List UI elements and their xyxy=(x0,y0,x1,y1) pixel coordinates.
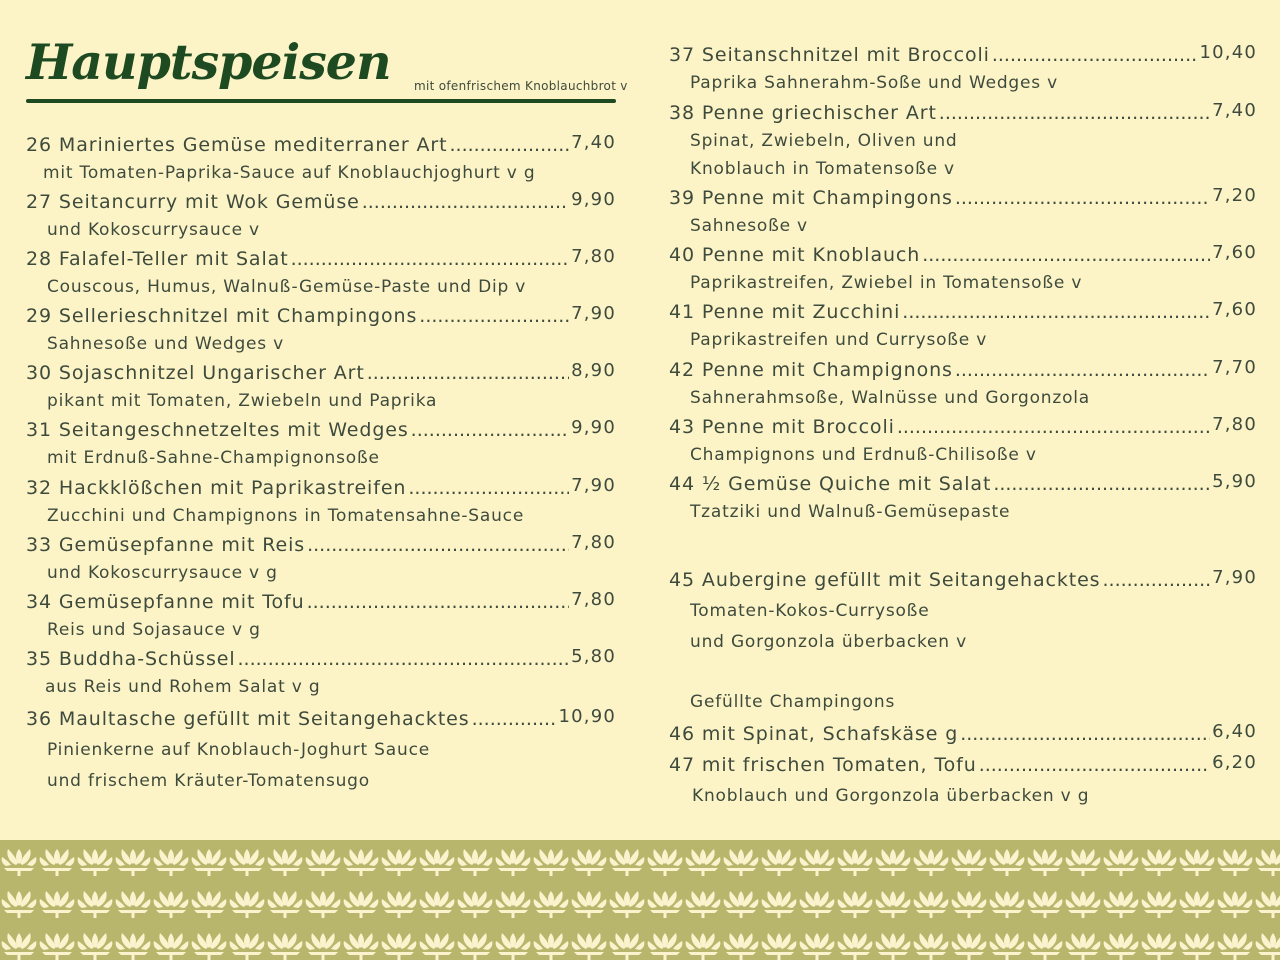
item-description: und Gorgonzola überbacken v xyxy=(690,632,967,652)
item-name: 39 Penne mit Champingons xyxy=(669,187,953,209)
menu-item xyxy=(26,474,616,530)
item-price: 7,90 xyxy=(571,475,616,496)
leader-dots xyxy=(472,705,557,733)
item-name: 40 Penne mit Knoblauch xyxy=(669,244,921,266)
item-price: 7,60 xyxy=(1212,242,1257,263)
leader-dots xyxy=(367,359,569,387)
item-description: pikant mit Tomaten, Zwiebeln und Paprika xyxy=(47,391,438,411)
leader-dots xyxy=(960,720,1210,748)
item-name: 44 ½ Gemüse Quiche mit Salat xyxy=(669,473,992,495)
item-description: und Kokoscurrysauce v g xyxy=(47,563,278,583)
item-description: aus Reis und Rohem Salat v g xyxy=(45,677,321,697)
menu-item xyxy=(26,588,616,644)
item-price: 5,90 xyxy=(1212,471,1257,492)
item-name: 31 Seitangeschnetzeltes mit Wedges xyxy=(26,419,409,441)
item-description: Couscous, Humus, Walnuß-Gemüse-Paste und Dip v xyxy=(47,277,527,297)
item-name: 47 mit frischen Tomaten, Tofu xyxy=(669,754,977,776)
item-name: 28 Falafel-Teller mit Salat xyxy=(26,248,289,270)
menu-item xyxy=(26,245,616,301)
leader-dots xyxy=(238,645,570,673)
leader-dots xyxy=(993,470,1210,498)
item-description: mit Tomaten-Paprika-Sauce auf Knoblauchjoghurt v g xyxy=(43,163,536,183)
item-price: 9,90 xyxy=(571,189,616,210)
menu-item xyxy=(26,188,616,244)
item-description: mit Erdnuß-Sahne-Champignonsoße xyxy=(47,448,380,468)
leader-dots xyxy=(291,245,570,273)
item-description: Spinat, Zwiebeln, Oliven und xyxy=(690,131,958,151)
menu-item xyxy=(26,531,616,587)
menu-item xyxy=(26,302,616,358)
item-description: Zucchini und Champignons in Tomatensahne-Sauce xyxy=(47,506,525,526)
leader-dots xyxy=(307,531,569,559)
menu-item xyxy=(26,645,616,701)
item-price: 7,60 xyxy=(1212,299,1257,320)
item-price: 10,90 xyxy=(558,706,616,727)
item-description: Pinienkerne auf Knoblauch-Joghurt Sauce xyxy=(47,740,430,760)
item-name: 27 Seitancurry mit Wok Gemüse xyxy=(26,191,360,213)
menu-item xyxy=(669,720,1257,748)
leader-dots xyxy=(955,184,1210,212)
item-description: Paprika Sahnerahm-Soße und Wedges v xyxy=(690,73,1059,93)
leader-dots xyxy=(1102,566,1210,594)
item-description: Tomaten-Kokos-Currysoße xyxy=(690,601,930,621)
item-name: 38 Penne griechischer Art xyxy=(669,102,937,124)
item-name: 32 Hackklößchen mit Paprikastreifen xyxy=(26,477,407,499)
menu-item xyxy=(669,413,1257,469)
item-price: 7,80 xyxy=(571,246,616,267)
item-name: 29 Sellerieschnitzel mit Champingons xyxy=(26,305,418,327)
item-description: Sahnesoße v xyxy=(690,216,808,236)
item-name: 45 Aubergine gefüllt mit Seitangehacktes xyxy=(669,569,1101,591)
leader-dots xyxy=(449,131,569,159)
item-name: 35 Buddha-Schüssel xyxy=(26,648,236,670)
item-description: Reis und Sojasauce v g xyxy=(47,620,261,640)
leader-dots xyxy=(408,474,569,502)
menu-item xyxy=(669,99,1257,183)
title-underline xyxy=(26,99,616,103)
menu-item xyxy=(669,356,1257,412)
menu-item xyxy=(26,359,616,415)
item-name: 26 Mariniertes Gemüse mediterraner Art xyxy=(26,134,448,156)
lotus-icon xyxy=(0,840,1280,960)
item-price: 6,40 xyxy=(1212,721,1257,742)
lotus-pattern-band xyxy=(0,840,1280,960)
item-description: Sahnerahmsoße, Walnüsse und Gorgonzola xyxy=(690,388,1091,408)
menu-item xyxy=(669,298,1257,354)
item-description: und Kokoscurrysauce v xyxy=(47,220,260,240)
leader-dots xyxy=(307,588,570,616)
item-description: Paprikastreifen und Currysoße v xyxy=(690,330,988,350)
menu-item xyxy=(669,470,1257,526)
item-name: 41 Penne mit Zucchini xyxy=(669,301,901,323)
item-price: 7,70 xyxy=(1212,357,1257,378)
item-name: 34 Gemüsepfanne mit Tofu xyxy=(26,591,305,613)
item-name: 43 Penne mit Broccoli xyxy=(669,416,895,438)
item-price: 7,90 xyxy=(571,303,616,324)
menu-item xyxy=(669,41,1257,97)
item-description: Tzatziki und Walnuß-Gemüsepaste xyxy=(690,502,1011,522)
page-subtitle: mit ofenfrischem Knoblauchbrot v xyxy=(414,79,628,93)
leader-dots xyxy=(922,241,1210,269)
menu-item xyxy=(669,241,1257,297)
menu-item xyxy=(669,566,1257,656)
leader-dots xyxy=(992,41,1198,69)
leader-dots xyxy=(902,298,1210,326)
item-price: 7,20 xyxy=(1212,185,1257,206)
item-description: und frischem Kräuter-Tomatensugo xyxy=(47,771,370,791)
menu-item xyxy=(26,705,616,795)
item-price: 7,80 xyxy=(1212,414,1257,435)
menu-item xyxy=(669,184,1257,240)
item-price: 7,90 xyxy=(1212,567,1257,588)
item-name: 42 Penne mit Champignons xyxy=(669,359,953,381)
menu-item xyxy=(26,416,616,472)
item-price: 10,40 xyxy=(1199,42,1257,63)
leader-dots xyxy=(979,751,1210,779)
item-price: 7,80 xyxy=(571,589,616,610)
item-description: Knoblauch und Gorgonzola überbacken v g xyxy=(692,786,1090,806)
item-name: 37 Seitanschnitzel mit Broccoli xyxy=(669,44,990,66)
item-price: 7,40 xyxy=(571,132,616,153)
leader-dots xyxy=(411,416,569,444)
leader-dots xyxy=(362,188,569,216)
item-name: 30 Sojaschnitzel Ungarischer Art xyxy=(26,362,365,384)
leader-dots xyxy=(897,413,1210,441)
item-description: Knoblauch in Tomatensoße v xyxy=(690,159,955,179)
item-price: 5,80 xyxy=(571,646,616,667)
item-name: 33 Gemüsepfanne mit Reis xyxy=(26,534,306,556)
leader-dots xyxy=(419,302,569,330)
item-price: 8,90 xyxy=(571,360,616,381)
item-price: 6,20 xyxy=(1212,752,1257,773)
item-description: Champignons und Erdnuß-Chilisoße v xyxy=(690,445,1037,465)
stuffed-champignons-label: Gefüllte Champingons xyxy=(690,692,896,712)
item-name: 36 Maultasche gefüllt mit Seitangehacktes xyxy=(26,708,470,730)
item-price: 9,90 xyxy=(571,417,616,438)
page-title: Hauptspeisen xyxy=(26,33,391,91)
menu-item xyxy=(26,131,616,187)
item-description: Sahnesoße und Wedges v xyxy=(47,334,285,354)
item-price: 7,40 xyxy=(1212,100,1257,121)
item-description: Paprikastreifen, Zwiebel in Tomatensoße v xyxy=(690,273,1083,293)
item-price: 7,80 xyxy=(571,532,616,553)
menu-item xyxy=(669,751,1257,810)
leader-dots xyxy=(955,356,1210,384)
item-name: 46 mit Spinat, Schafskäse g xyxy=(669,723,959,745)
leader-dots xyxy=(939,99,1210,127)
